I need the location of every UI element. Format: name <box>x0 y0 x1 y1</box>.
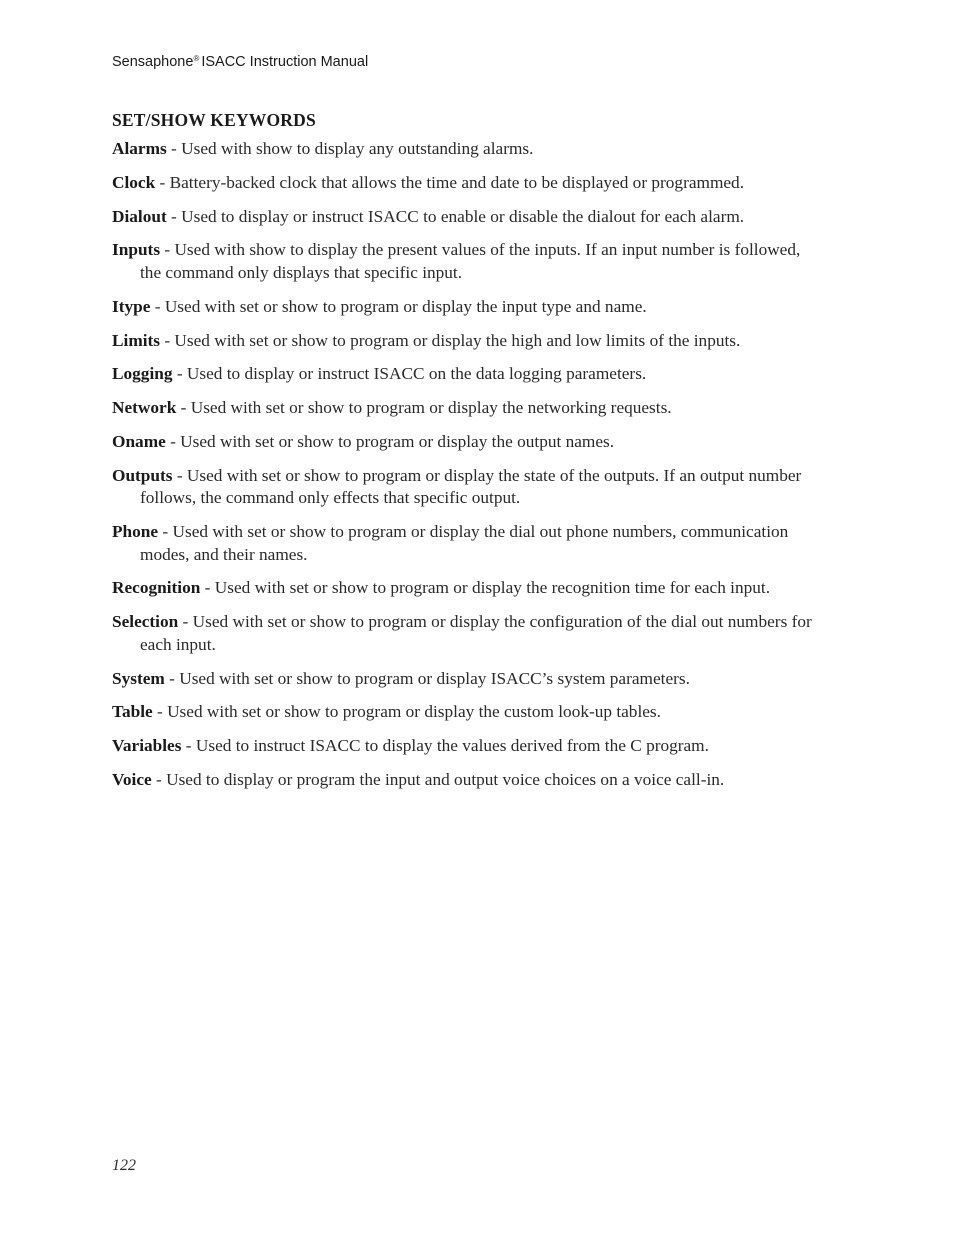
keyword-separator: - <box>164 668 180 688</box>
keyword-term: Clock <box>112 172 156 192</box>
keyword-term: Logging <box>112 364 173 384</box>
keyword-separator: - <box>160 330 175 350</box>
keyword-term: Recognition <box>112 578 201 598</box>
keyword-term: Table <box>112 702 153 722</box>
keyword-separator: - <box>166 206 182 226</box>
keyword-term: Alarms <box>112 139 167 158</box>
keyword-separator: - <box>150 296 165 316</box>
keyword-entry-voice <box>112 769 817 792</box>
keyword-entry-recognition <box>112 577 817 600</box>
keyword-entry-table <box>112 701 817 724</box>
keyword-list <box>112 138 817 803</box>
keyword-description: Battery-backed clock that allows the time and date to be displayed or programmed. <box>169 172 745 192</box>
keyword-description: Used to instruct ISACC to display the values derived from the C program. <box>195 736 709 756</box>
keyword-entry-system <box>112 668 817 691</box>
keyword-entry-itype <box>112 296 817 319</box>
keyword-entry-outputs <box>112 465 817 510</box>
keyword-separator: - <box>200 578 215 598</box>
page-number: 122 <box>112 1157 136 1174</box>
section-title: SET/SHOW KEYWORDS <box>112 110 316 130</box>
keyword-separator: - <box>176 398 191 418</box>
keyword-separator: - <box>151 769 167 789</box>
keyword-description: Used with set or show to program or display the dial out phone numbers, communication modes, and their names. <box>140 522 789 564</box>
keyword-separator: - <box>181 736 196 756</box>
keyword-entry-network <box>112 397 817 420</box>
keyword-description: Used to display or program the input and output voice choices on a voice call-in. <box>166 769 725 789</box>
keyword-description: Used with set or show to program or display ISACC’s system parameters. <box>179 668 690 688</box>
keyword-description: Used with set or show to program or display the custom look-up tables. <box>167 702 661 722</box>
keyword-description: Used with show to display any outstanding alarms. <box>181 139 534 158</box>
keyword-separator: - <box>166 139 182 158</box>
keyword-description: Used with set or show to program or display the recognition time for each input. <box>214 578 771 598</box>
registered-mark: ® <box>193 54 200 63</box>
keyword-entry-clock <box>112 172 817 195</box>
keyword-term: Network <box>112 398 177 418</box>
keyword-description: Used to display or instruct ISACC to enable or disable the dialout for each alarm. <box>181 206 745 226</box>
keyword-term: Itype <box>112 296 151 316</box>
keyword-separator: - <box>158 522 173 541</box>
keyword-entry-variables <box>112 735 817 758</box>
keyword-separator: - <box>165 431 181 451</box>
keyword-term: System <box>112 668 165 688</box>
keyword-separator: - <box>155 172 170 192</box>
keyword-entry-alarms <box>112 138 817 161</box>
keyword-separator: - <box>152 702 168 722</box>
keyword-description: Used with set or show to program or display the output names. <box>180 431 615 451</box>
header-brand: Sensaphone <box>112 54 194 70</box>
keyword-separator: - <box>178 612 193 632</box>
keyword-separator: - <box>160 240 175 260</box>
keyword-description: Used to display or instruct ISACC on the data logging parameters. <box>186 364 647 384</box>
keyword-description: Used with set or show to program or display the configuration of the dial out numbers for each input. <box>140 612 812 654</box>
keyword-term: Outputs <box>112 465 173 485</box>
keyword-description: Used with set or show to program or display the high and low limits of the inputs. <box>174 330 741 350</box>
keyword-term: Phone <box>112 522 159 541</box>
keyword-entry-dialout <box>112 206 817 229</box>
header-title: ISACC Instruction Manual <box>201 54 369 70</box>
keyword-term: Dialout <box>112 206 167 226</box>
keyword-term: Variables <box>112 736 182 756</box>
keyword-description: Used with set or show to program or display the networking requests. <box>190 398 672 418</box>
keyword-separator: - <box>172 364 187 384</box>
keyword-entry-logging <box>112 363 817 386</box>
keyword-separator: - <box>172 465 187 485</box>
keyword-term: Voice <box>112 769 152 789</box>
keyword-entry-oname <box>112 431 817 454</box>
keyword-term: Limits <box>112 330 161 350</box>
keyword-entry-selection <box>112 611 817 656</box>
keyword-entry-limits <box>112 330 817 353</box>
keyword-term: Inputs <box>112 240 161 260</box>
running-header <box>112 54 368 70</box>
keyword-description: Used with show to display the present values of the inputs. If an input number is followed, the command only displays that specific input. <box>140 240 801 282</box>
keyword-term: Selection <box>112 612 179 632</box>
keyword-description: Used with set or show to program or display the input type and name. <box>164 296 647 316</box>
keyword-description: Used with set or show to program or display the state of the outputs. If an output number follows, the command only effects that specific output. <box>140 465 802 508</box>
keyword-entry-phone <box>112 521 817 566</box>
keyword-term: Oname <box>112 431 166 451</box>
keyword-entry-inputs <box>112 239 817 284</box>
